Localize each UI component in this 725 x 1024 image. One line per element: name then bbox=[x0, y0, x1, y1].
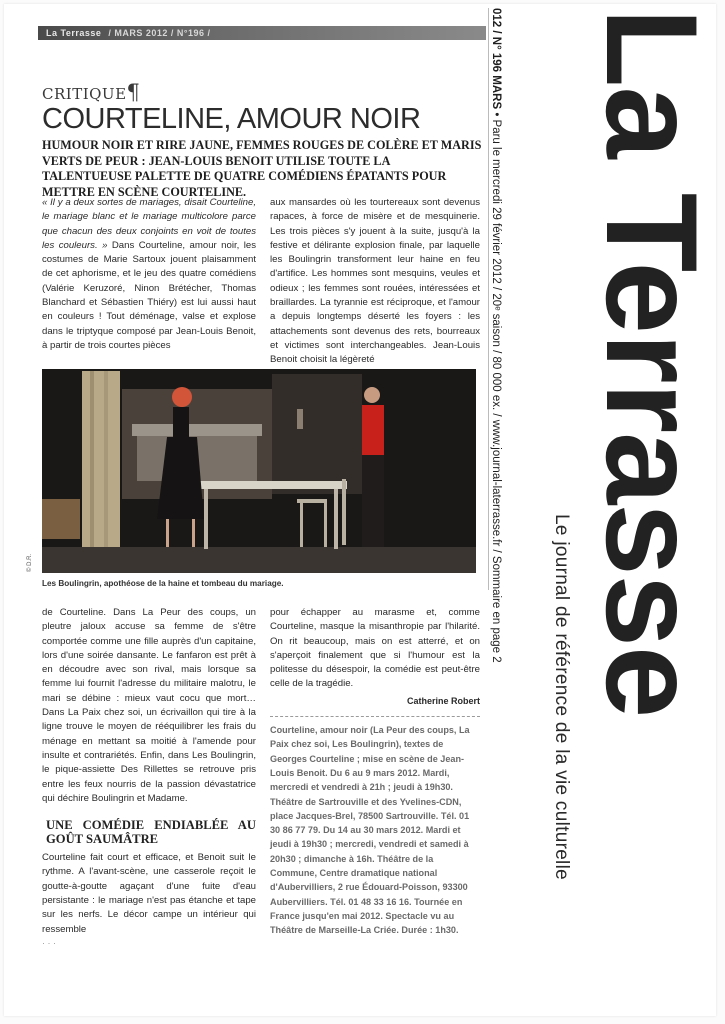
column-3 bbox=[42, 606, 256, 937]
stage-photo-image bbox=[42, 369, 476, 573]
column-3-text: de Courteline. Dans La Peur des coups, un pleutre jaloux accuse sa femme de s'être comportée comme une fille auprès d'un capitaine, lors d'une soirée dansante. Le fanfaron est prêt à en découdre avec son rival, mais lorsque sa femme lui fournit l'adresse du militaire malotru, le mari se débine : mieux vaut cocu que mort… Dans La Paix chez soi, un écrivaillon qui tire à la ligne trouve le moyen de rééquilibrer les frais du ménage en mettant sa moitié à l'amende pour insulte et contrariétés. Enfin, dans Les Boulingrin, le pique-assiette Des Rillettes se retrouve pris entre les feux nourris de la passion dévastatrice qui déchire Boulingrin et Madame. bbox=[42, 607, 256, 804]
column-2 bbox=[270, 196, 480, 368]
issue-line bbox=[490, 8, 502, 663]
stage-photo bbox=[42, 369, 476, 573]
column-1 bbox=[42, 196, 256, 353]
intro-quote: « Il y a deux sortes de mariages, disait Courteline, le mariage blanc et le mariage multicolore parce que chacun des deux conjoints en voit de toutes les couleurs. » bbox=[42, 197, 256, 251]
section-heading: UNE COMÉDIE ENDIABLÉE AU GOÛT SAUMÂTRE bbox=[46, 818, 256, 847]
photo-caption: Les Boulingrin, apothéose de la haine et tombeau du mariage. bbox=[42, 579, 284, 588]
article-subtitle: HUMOUR NOIR ET RIRE JAUNE, FEMMES ROUGES DE COLÈRE ET MARIS VERTS DE PEUR : JEAN-LOUIS BENOIT UTILISE TOUTE LA TALENTUEUSE PALETTE DE QUATRE COMÉDIENS ÉPATANTS POUR METTRE EN SCÈNE COURTELINE. bbox=[42, 138, 482, 199]
masthead-divider bbox=[488, 8, 489, 590]
column-1-text: Dans Courteline, amour noir, les costumes de Marie Sartoux jouent plaisamment de cet aphorisme, et le jeu des quatre comédiens (Valérie Keruzoré, Ninon Brétécher, Thomas Blanchard et Sébastien Thiéry) est lui aussi haut en couleurs ! Tout déménage, valse et explose dans le triptyque composé par Jean-Louis Benoit, à partir de trois courtes pièces bbox=[42, 239, 257, 351]
info-divider bbox=[270, 716, 480, 717]
column-2-text: aux mansardes où les tourtereaux sont devenus rapaces, à force de misère et de mesquinerie. Les trois pièces s'y jouent à la suite, jusqu'à la festive et délirante explosion finale, par laquelle les Boulingrin transforment leur haine en feu d'artifice. Les hommes sont mesquins, veules et odieux ; les femmes sont rouées, intéressées et braillardes. La tyrannie est réciproque, et l'amour a depuis longtemps déserté les foyers : les attachements sont devenus des rets, bourreaux et victimes sont interchangeables. Jean-Louis Benoit choisit la légèreté bbox=[270, 197, 480, 366]
practical-info: Courteline, amour noir (La Peur des coups, La Paix chez soi, Les Boulingrin), textes de Georges Courteline ; mise en scène de Jean-Louis Benoit. Du 6 au 9 mars 2012. Mardi, mercredi et vendredi à 21h ; jeudi à 19h30. Théâtre de Sartrouville et des Yvelines-CDN, place Jacques-Brel, 78500 Sartrouville. Tél. 01 30 86 77 79. Du 14 au 30 mars 2012. Mardi et jeudi à 19h30 ; mercredi, vendredi et samedi à 20h30 ; dimanche à 16h. Théâtre de la Commune, Centre dramatique national d'Aubervilliers, 2 rue Édouard-Poisson, 93300 Aubervilliers. Tél. 01 48 33 16 16. Tournée en France jusqu'en mai 2012. Spectacle vu au Théâtre de Marseille-La Criée. Durée : 1h30. bbox=[270, 725, 470, 936]
author-signature: Catherine Robert bbox=[406, 695, 480, 706]
column-4-text: pour échapper au marasme et, comme Courteline, masque la misanthropie par l'hilarité. On rit beaucoup, mais on est atterré, et on s'aperçoit finalement que si l'humour est la politesse du désespoir, la comédie est peut-être celle de la tragédie. bbox=[270, 607, 480, 690]
column-3-continuation: Courteline fait court et efficace, et Benoit suit le rythme. A l'avant-scène, une casserole reçoit le goutte-à-goutte agaçant d'une fuite d'eau persistante : le mariage n'est pas étanche et tape sur les nerfs. Le décor campe un intérieur qui ressemble bbox=[42, 852, 256, 935]
issue-number: 012 / N° 196 MARS bbox=[490, 8, 502, 110]
header-issue: / MARS 2012 / N°196 / bbox=[108, 28, 211, 38]
photo-credit: © D.R. bbox=[27, 553, 33, 572]
issue-details: • Paru le mercredi 29 février 2012 / 20ᵉ saison / 80 000 ex. / www.journal-laterrasse.fr / Sommaire en page 2 bbox=[490, 109, 502, 663]
masthead-logo: La Terrasse bbox=[579, 8, 725, 718]
footer-dots: · · · bbox=[42, 938, 56, 948]
rubric-label: critique¶ bbox=[42, 80, 141, 104]
header-band bbox=[38, 26, 486, 40]
masthead-tagline: Le journal de référence de la vie culturelle bbox=[551, 514, 572, 880]
article-title: COURTELINE, AMOUR NOIR bbox=[42, 103, 421, 135]
header-brand: La Terrasse bbox=[46, 28, 102, 38]
column-4 bbox=[270, 606, 480, 938]
